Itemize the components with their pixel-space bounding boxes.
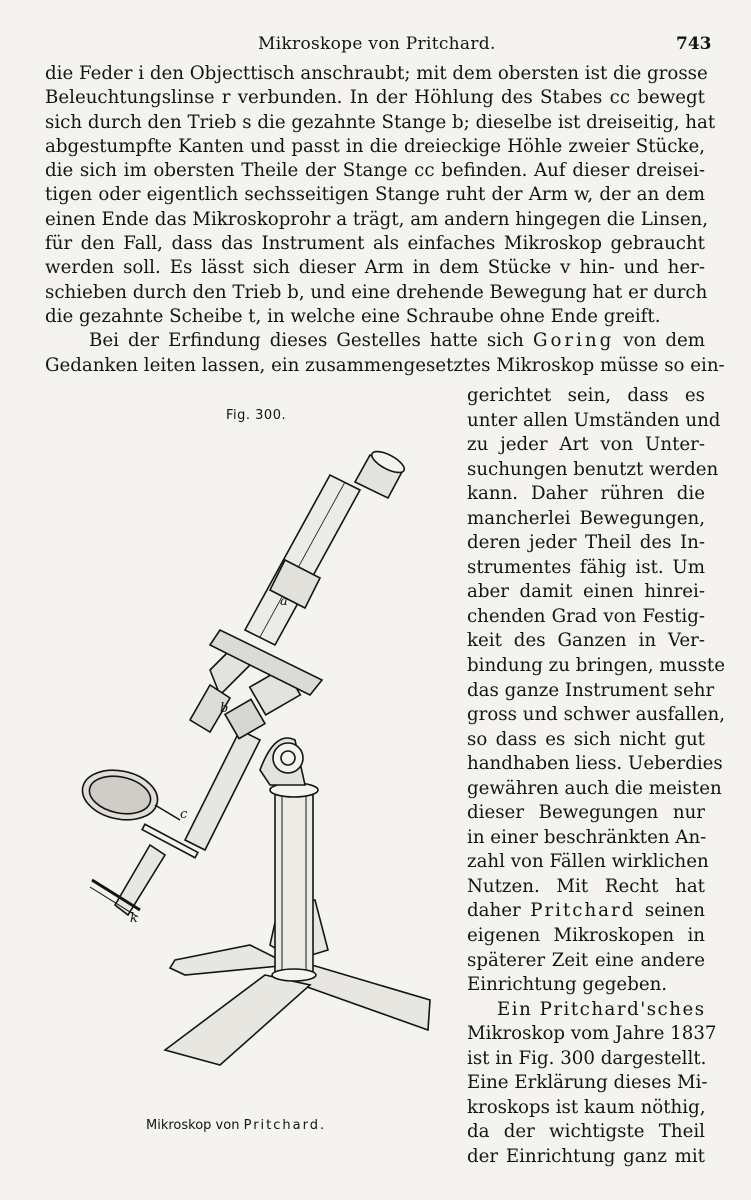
- text-line: gross und schwer ausfallen,: [467, 704, 725, 726]
- figure-number: Fig. 300.: [226, 408, 287, 423]
- text-line: kann. Daher rühren die: [467, 483, 705, 505]
- text-line: Ein Pritchard'sches: [497, 998, 706, 1020]
- text-line: unter allen Umständen und: [467, 409, 721, 431]
- text-line: für den Fall, dass das Instrument als einfaches Mikroskop gebraucht: [45, 233, 705, 255]
- author-name-goring: Goring: [532, 330, 615, 352]
- text-line: kroskops ist kaum nöthig,: [467, 1096, 706, 1118]
- caption-name: Pritchard.: [243, 1118, 327, 1133]
- paragraph-1: [45, 62, 716, 329]
- text-line: der Einrichtung ganz mit: [467, 1145, 705, 1167]
- text-line: Mikroskop vom Jahre 1837: [467, 1023, 717, 1045]
- pillar: [275, 790, 313, 975]
- text-line: Nutzen. Mit Recht hat: [467, 875, 705, 897]
- text-line: ist in Fig. 300 dargestellt.: [467, 1047, 707, 1069]
- text-line: [467, 899, 705, 924]
- text-line: [45, 329, 705, 353]
- microscope-illustration: [70, 440, 460, 1100]
- text-line: dieser Bewegungen nur: [467, 802, 705, 824]
- rack-b: [225, 699, 265, 738]
- running-head: Mikroskope von Pritchard.: [258, 34, 496, 54]
- stem-cc: [185, 730, 260, 850]
- text-line: die Feder i den Objecttisch anschraubt; mit dem obersten ist die grosse: [45, 63, 708, 84]
- figure-caption: [146, 1118, 326, 1133]
- text-line: werden soll. Es lässt sich dieser Arm in dem Stücke v hin- und her-: [45, 257, 705, 279]
- part-label-c: c: [180, 807, 188, 822]
- text-line: abgestumpfte Kanten und passt in die dreieckige Höhle zweier Stücke,: [45, 135, 705, 157]
- part-label-b: b: [220, 701, 229, 716]
- text-run: Bei der Erfindung dieses Gestelles hatte sich: [89, 330, 524, 352]
- text-run: daher: [467, 900, 521, 922]
- text-line: deren jeder Theil des In-: [467, 532, 705, 554]
- text-line: schieben durch den Trieb b, und eine drehende Bewegung hat er durch: [45, 281, 708, 303]
- text-line: aber damit einen hinrei-: [467, 581, 705, 603]
- text-line: Gedanken leiten lassen, ein zusammengesetztes Mikroskop müsse so ein-: [45, 354, 725, 376]
- text-line: gewähren auch die meisten: [467, 777, 722, 799]
- text-line: mancherlei Bewegungen,: [467, 507, 705, 529]
- part-label-a: a: [280, 594, 288, 609]
- text-line: strumentes fähig ist. Um: [467, 556, 705, 578]
- text-line: handhaben liess. Ueberdies: [467, 753, 723, 775]
- pillar-base-collar: [272, 969, 316, 981]
- tripod-foot-left: [170, 945, 290, 975]
- page-number: 743: [676, 34, 712, 54]
- text-line: die gezahnte Scheibe t, in welche eine Schraube ohne Ende greift.: [45, 305, 661, 327]
- text-line: zahl von Fällen wirklichen: [467, 851, 709, 873]
- text-line: zu jeder Art von Unter-: [467, 434, 705, 456]
- text-line: Eine Erklärung dieses Mi-: [467, 1072, 708, 1094]
- text-line: das ganze Instrument sehr: [467, 679, 715, 701]
- page-header: [0, 34, 751, 58]
- text-line: keit des Ganzen in Ver-: [467, 630, 705, 652]
- caption-text: Mikroskop von: [146, 1118, 240, 1133]
- full-width-text: [45, 62, 725, 378]
- text-run: seinen: [644, 900, 705, 922]
- text-line: sich durch den Trieb s die gezahnte Stange b; dieselbe ist dreiseitig, hat: [45, 111, 716, 133]
- author-name-pritchard: Pritchard: [530, 900, 636, 922]
- text-line: einen Ende das Mikroskoprohr a trägt, am andern hingegen die Linsen,: [45, 208, 708, 230]
- text-line: Einrichtung gegeben.: [467, 974, 668, 996]
- text-line: gerichtet sein, dass es: [467, 385, 705, 406]
- text-line: da der wichtigste Theil: [467, 1121, 705, 1143]
- text-run: von dem: [623, 330, 705, 352]
- part-label-k: k: [130, 911, 138, 926]
- text-line: die sich im obersten Theile der Stange cc befinden. Auf dieser dreisei-: [45, 160, 705, 182]
- column-text: [467, 384, 725, 1170]
- text-line: suchungen benutzt werden: [467, 458, 719, 480]
- text-line: chenden Grad von Festig-: [467, 605, 705, 627]
- lower-tube: [115, 845, 165, 915]
- text-line: bindung zu bringen, musste: [467, 655, 725, 677]
- text-line: so dass es sich nicht gut: [467, 728, 705, 750]
- text-line: späterer Zeit eine andere: [467, 949, 705, 971]
- text-line: tigen oder eigentlich sechsseitigen Stange ruht der Arm w, der an dem: [45, 184, 705, 206]
- tripod-foot-front: [165, 975, 310, 1065]
- paragraph-2-start: [45, 329, 725, 378]
- text-line: Beleuchtungslinse r verbunden. In der Höhlung des Stabes cc bewegt: [45, 87, 705, 109]
- text-line: eigenen Mikroskopen in: [467, 925, 705, 947]
- text-line: in einer beschränkten An-: [467, 826, 707, 848]
